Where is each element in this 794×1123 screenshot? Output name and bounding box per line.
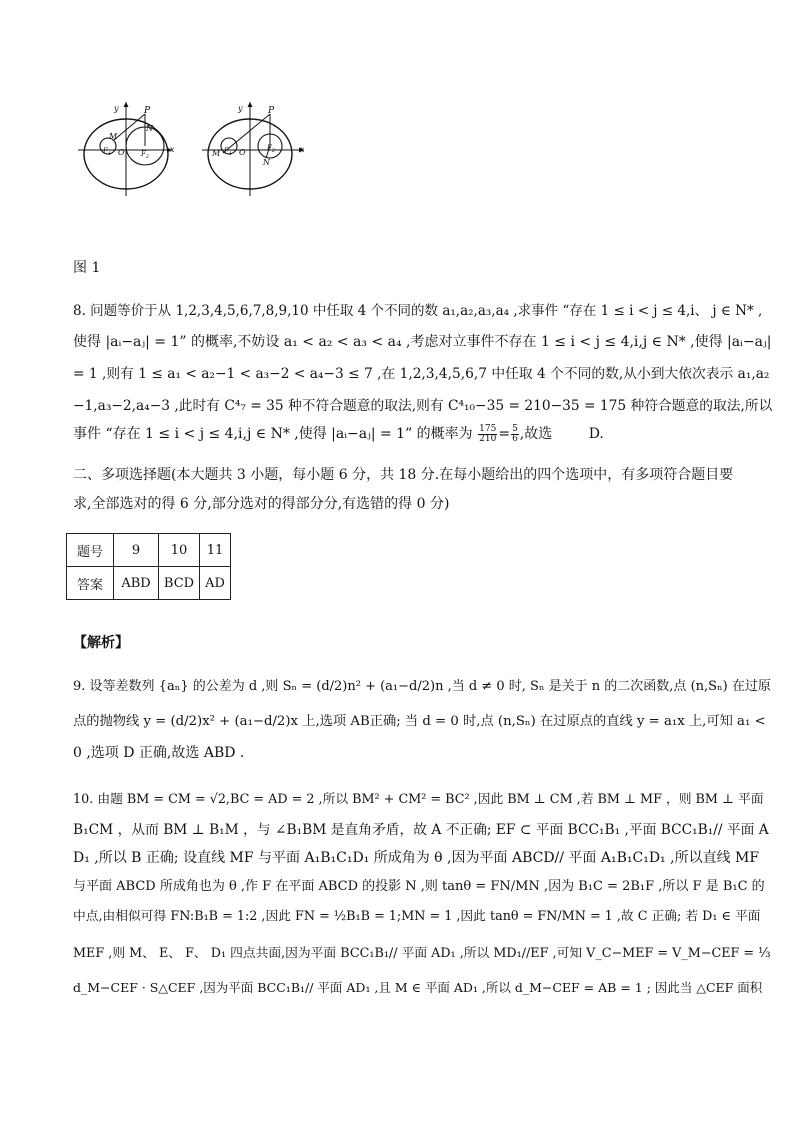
q9-line-3: 0 ,选项 D 正确,故选 ABD . — [73, 745, 245, 761]
section2-line-1: 二、多项选择题(本大题共 3 小题，每小题 6 分，共 18 分.在每小题给出的四个选项中，有多项符合题目要 — [73, 467, 734, 483]
label-f1: $F_1$ — [224, 147, 233, 157]
table-cell: 题号 — [67, 534, 114, 567]
q8-line-5: 事件 “存在 1 ≤ i < j ≤ 4,i,j ∈ N* ,使得 |aᵢ−aⱼ| = 1” 的概率为 $\frac{175}{210}$ = $\frac{5}{6}$ ,故选 D. — [73, 423, 604, 444]
label-o: O — [239, 148, 246, 157]
label-n: N — [146, 124, 153, 133]
q8-line-1: 8. 问题等价于从 1,2,3,4,5,6,7,8,9,10 中任取 4 个不同的数 a₁,a₂,a₃,a₄ ,求事件 “存在 1 ≤ i < j ≤ 4,i、 j ∈ N* , — [73, 303, 763, 319]
q8-line-4: −1,a₃−2,a₄−3 ,此时有 C⁴₇ = 35 种不符合题意的取法,则有 C⁴₁₀−35 = 210−35 = 175 种符合题意的取法,所以 — [73, 398, 773, 414]
ellipse-figure — [72, 96, 312, 206]
probability-fraction-1: $\frac{175}{210}$ — [479, 423, 497, 444]
q8-line-3: = 1 ,则有 1 ≤ a₁ < a₂−1 < a₃−2 < a₄−3 ≤ 7 ,在 1,2,3,4,5,6,7 中任取 4 个不同的数,从小到大依次表示 a₁,a₂ — [73, 366, 770, 382]
label-f1: $F_1$ — [103, 147, 112, 157]
table-cell: AD — [200, 567, 231, 600]
q8-answer: D. — [588, 426, 604, 442]
right-diagram — [202, 102, 305, 196]
table-cell: 11 — [200, 534, 231, 567]
label-y: y — [238, 104, 243, 113]
label-o: O — [118, 148, 125, 157]
label-x: x — [170, 145, 175, 154]
label-f2: $F_2$ — [141, 150, 150, 160]
table-row — [67, 567, 231, 600]
q10-line-4: 与平面 ABCD 所成角也为 θ ,作 F 在平面 ABCD 的投影 N ,则 tanθ = FN/MN ,因为 B₁C = 2B₁F ,所以 F 是 B₁C 的 — [73, 879, 765, 894]
label-m: M — [212, 149, 221, 158]
table-cell: 10 — [159, 534, 200, 567]
q8-line-2: 使得 |aᵢ−aⱼ| = 1” 的概率,不妨设 a₁ < a₂ < a₃ < a₄ ,考虑对立事件不存在 1 ≤ i < j ≤ 4,i,j ∈ N* ,使得 |aᵢ−aⱼ| — [73, 334, 772, 350]
table-cell: BCD — [159, 567, 200, 600]
label-m: M — [109, 132, 118, 141]
q10-line-2: B₁CM ，从而 BM ⊥ B₁M ，与 ∠B₁BM 是直角矛盾，故 A 不正确; EF ⊂ 平面 BCC₁B₁ ,平面 BCC₁B₁// 平面 A — [73, 822, 769, 838]
table-row — [67, 534, 231, 567]
section2-line-2: 求,全部选对的得 6 分,部分选对的得部分分,有选错的得 0 分) — [73, 496, 450, 512]
label-f2: $F_2$ — [267, 144, 276, 154]
table-cell: 9 — [114, 534, 159, 567]
table-cell: ABD — [114, 567, 159, 600]
q9-line-2: 点的抛物线 y = (d/2)x² + (a₁−d/2)x 上,选项 AB正确; 当 d = 0 时,点 (n,Sₙ) 在过原点的直线 y = a₁x 上,可知 a₁ < — [73, 714, 766, 729]
answer-table — [66, 533, 231, 600]
q10-line-5: 中点,由相似可得 FN:B₁B = 1:2 ,因此 FN = ½B₁B = 1;MN = 1 ,因此 tanθ = FN/MN = 1 ,故 C 正确; 若 D₁ ∈ 平面 — [73, 909, 761, 924]
label-p: P — [268, 106, 275, 116]
table-cell: 答案 — [67, 567, 114, 600]
q9-line-1: 9. 设等差数列 {aₙ} 的公差为 d ,则 Sₙ = (d/2)n² + (a₁−d/2)n ,当 d ≠ 0 时, Sₙ 是关于 n 的二次函数,点 (n,Sₙ) 在过原 — [73, 679, 771, 694]
q10-line-1: 10. 由题 BM = CM = √2,BC = AD = 2 ,所以 BM² + CM² = BC² ,因此 BM ⊥ CM ,若 BM ⊥ MF ，则 BM ⊥ 平面 — [73, 792, 764, 807]
figure-caption: 图 1 — [73, 260, 101, 276]
label-x: x — [300, 145, 305, 154]
left-diagram — [78, 102, 175, 196]
analysis-heading: 【解析】 — [73, 635, 129, 651]
q10-line-6: MEF ,则 M、 E、 F、 D₁ 四点共面,因为平面 BCC₁B₁// 平面 AD₁ ,所以 MD₁//EF ,可知 V_C−MEF = V_M−CEF = ⅓ — [73, 946, 771, 961]
q10-line-3: D₁ ,所以 B 正确; 设直线 MF 与平面 A₁B₁C₁D₁ 所成角为 θ ,因为平面 ABCD// 平面 A₁B₁C₁D₁ ,所以直线 MF — [73, 850, 760, 866]
probability-fraction-2: $\frac{5}{6}$ — [512, 423, 518, 444]
label-y: y — [114, 104, 119, 113]
q10-line-7: d_M−CEF · S△CEF ,因为平面 BCC₁B₁// 平面 AD₁ ,且 M ∈ 平面 AD₁ ,所以 d_M−CEF = AB = 1 ; 因此当 △CEF 面积 — [73, 980, 763, 995]
ellipse-diagrams — [72, 96, 312, 206]
label-n: N — [263, 158, 270, 167]
q8-line-5-text: 事件 “存在 1 ≤ i < j ≤ 4,i,j ∈ N* ,使得 |aᵢ−aⱼ| = 1” 的概率为 — [73, 426, 473, 442]
label-p: P — [144, 106, 151, 116]
